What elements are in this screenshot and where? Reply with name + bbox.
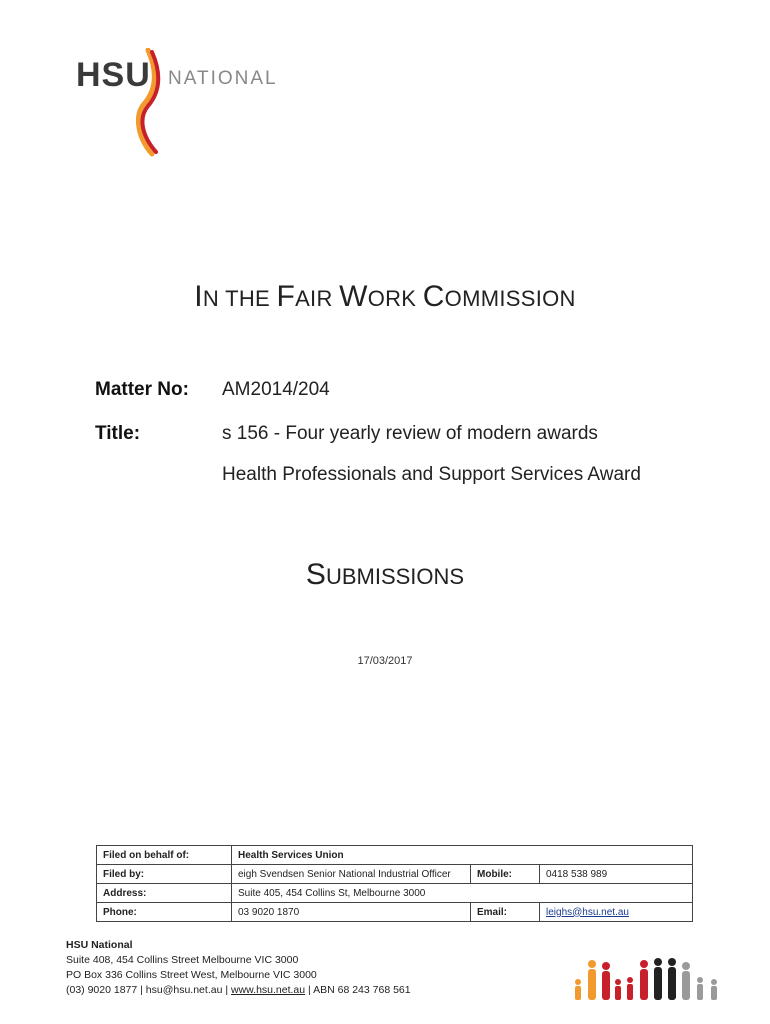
people-illustration-icon xyxy=(568,952,728,1004)
person-icon xyxy=(615,979,621,1000)
matter-value: AM2014/204 xyxy=(222,379,330,400)
person-icon xyxy=(588,960,596,1000)
email-value[interactable]: leighs@hsu.net.au xyxy=(540,903,693,922)
filed-on-behalf-label: Filed on behalf of: xyxy=(97,846,232,865)
person-icon xyxy=(640,960,648,1000)
phone-value: 03 9020 1870 xyxy=(232,903,471,922)
table-row xyxy=(97,884,693,903)
logo-national-text: NATIONAL xyxy=(168,68,278,89)
filed-by-label: Filed by: xyxy=(97,865,232,884)
person-icon xyxy=(602,962,610,1000)
footer-org: HSU National xyxy=(66,939,133,951)
document-date: 17/03/2017 xyxy=(357,655,413,667)
title-line1: s 156 - Four yearly review of modern awards xyxy=(222,423,598,444)
footer-line1: Suite 408, 454 Collins Street Melbourne VIC 3000 xyxy=(66,954,299,966)
matter-label: Matter No: xyxy=(95,379,189,400)
table-row xyxy=(97,903,693,922)
person-icon xyxy=(711,979,717,1000)
filed-on-behalf-value: Health Services Union xyxy=(232,846,693,865)
person-icon xyxy=(668,958,676,1000)
mobile-label: Mobile: xyxy=(471,865,540,884)
person-icon xyxy=(654,958,662,1000)
address-value: Suite 405, 454 Collins St, Melbourne 3000 xyxy=(232,884,693,903)
person-icon xyxy=(682,962,690,1000)
logo-hsu-text: HSU xyxy=(76,56,151,94)
address-label: Address: xyxy=(97,884,232,903)
mobile-value: 0418 538 989 xyxy=(540,865,693,884)
table-row xyxy=(97,865,693,884)
filing-info-table xyxy=(96,845,693,922)
email-label: Email: xyxy=(471,903,540,922)
phone-label: Phone: xyxy=(97,903,232,922)
hsu-national-logo xyxy=(72,48,278,158)
title-label: Title: xyxy=(95,423,141,444)
submissions-heading: SUBMISSIONS xyxy=(305,558,465,591)
filed-by-value: eigh Svendsen Senior National Industrial Officer xyxy=(232,865,471,884)
footer-line2: PO Box 336 Collins Street West, Melbourne VIC 3000 xyxy=(66,969,317,981)
person-icon xyxy=(575,979,581,1000)
table-row xyxy=(97,846,693,865)
title-line2: Health Professionals and Support Services Award xyxy=(222,464,641,485)
person-icon xyxy=(697,977,703,1000)
main-title: IN THE FAIR WORK COMMISSION xyxy=(194,280,576,313)
person-icon xyxy=(627,977,633,1000)
footer xyxy=(66,938,411,998)
footer-line3: (03) 9020 1877 | hsu@hsu.net.au | www.hsu.net.au | ABN 68 243 768 561 xyxy=(66,984,411,996)
website-link[interactable]: www.hsu.net.au xyxy=(230,984,306,996)
